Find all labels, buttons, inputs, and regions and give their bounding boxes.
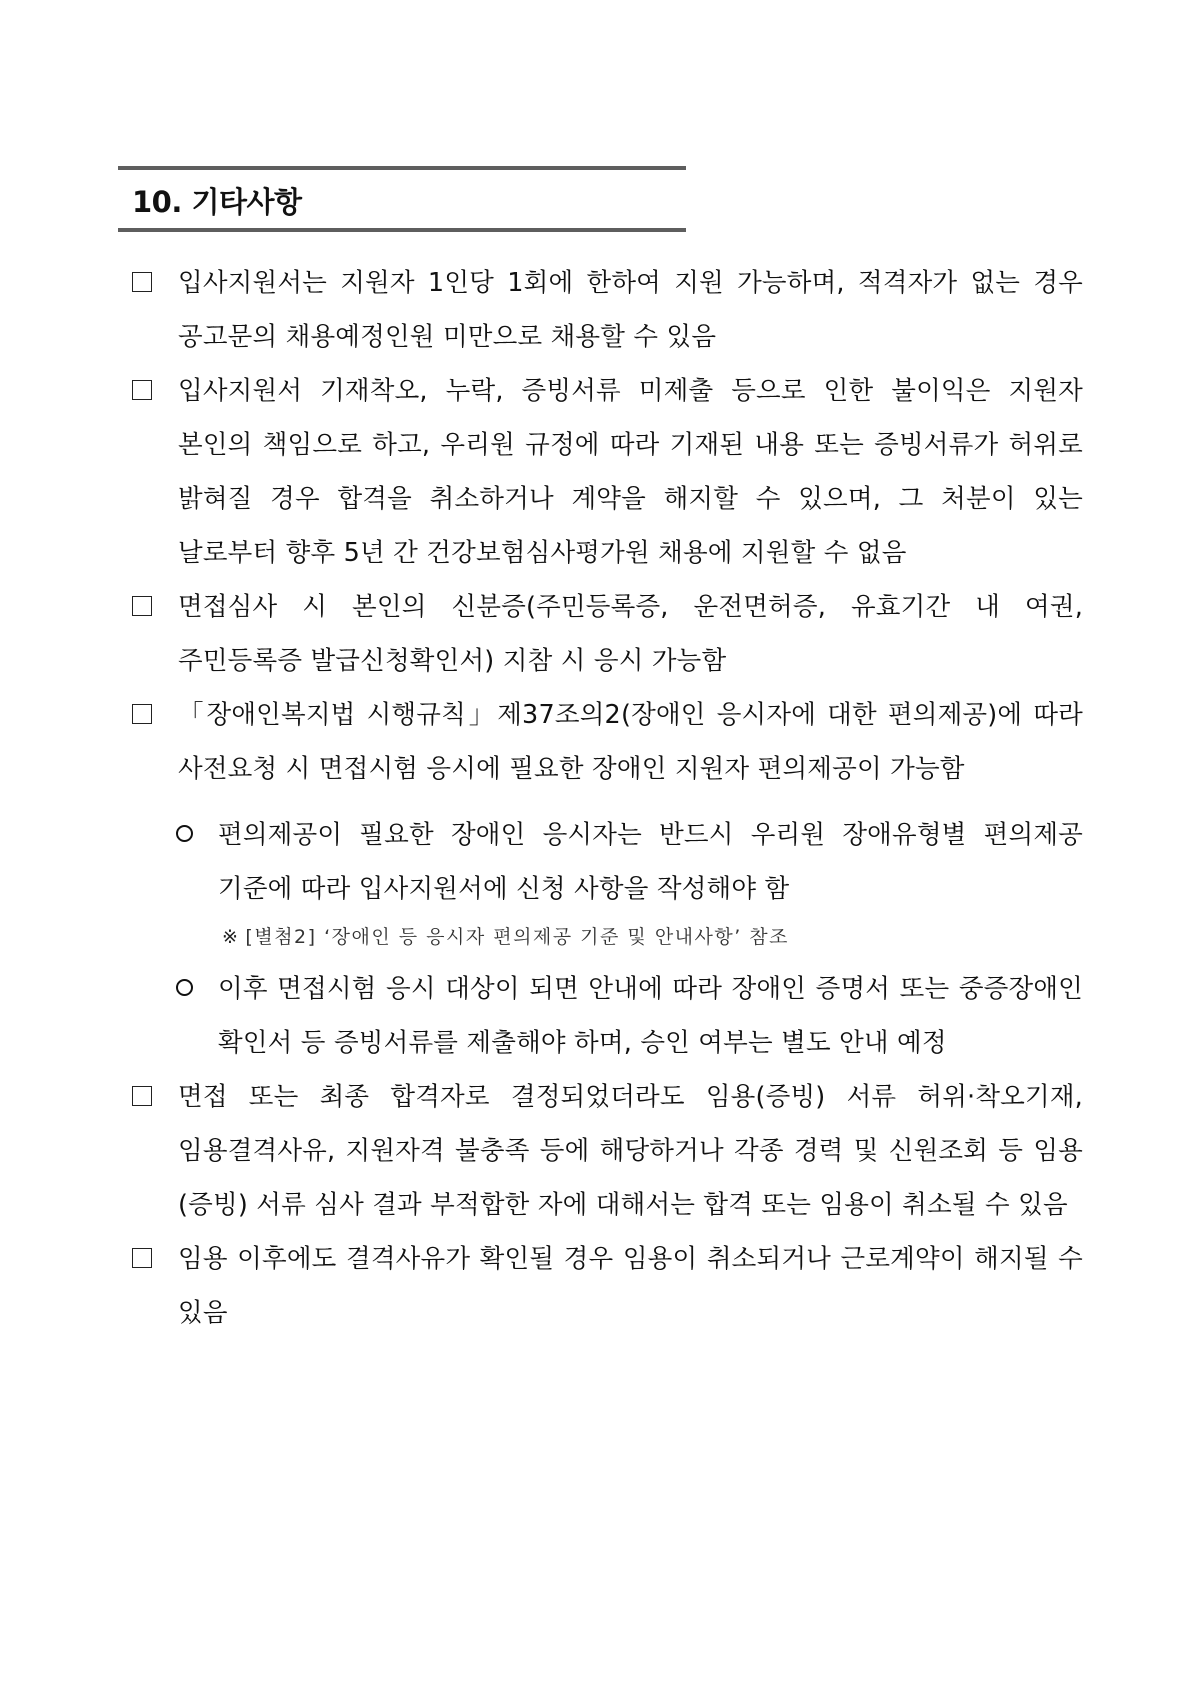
- reference-note-text: [별첨2] ‘장애인 등 응시자 편의제공 기준 및 안내사항’ 참조: [245, 926, 790, 948]
- list-item: [128, 1070, 1083, 1232]
- square-bullet-icon: [132, 1086, 152, 1106]
- note-mark-icon: ※: [222, 926, 240, 948]
- list-item: [128, 580, 1083, 688]
- list-item: [128, 1232, 1083, 1340]
- list-item-text: 면접심사 시 본인의 신분증(주민등록증, 운전면허증, 유효기간 내 여권, 주민등록증 발급신청확인서) 지참 시 응시 가능함: [178, 592, 1083, 676]
- list-item: [128, 364, 1083, 580]
- list-item-text: 입사지원서는 지원자 1인당 1회에 한하여 지원 가능하며, 적격자가 없는 경우 공고문의 채용예정인원 미만으로 채용할 수 있음: [178, 268, 1083, 352]
- reference-note: [128, 916, 1083, 958]
- circle-bullet-icon: [176, 825, 193, 842]
- notice-body: [128, 256, 1083, 1340]
- square-bullet-icon: [132, 380, 152, 400]
- sub-list-item: [128, 808, 1083, 916]
- section-title: 10. 기타사항: [132, 185, 302, 219]
- list-item: [128, 256, 1083, 364]
- section-header: [118, 166, 686, 232]
- square-bullet-icon: [132, 1248, 152, 1268]
- list-item-text: 입사지원서 기재착오, 누락, 증빙서류 미제출 등으로 인한 불이익은 지원자 본인의 책임으로 하고, 우리원 규정에 따라 기재된 내용 또는 증빙서류가 허위로 밝혀질 경우 합격을 취소하거나 계약을 해지할 수 있으며, 그 처분이 있는 날로부터 향후 5년 간 건강보험심사평가원 채용에 지원할 수 없음: [178, 376, 1083, 568]
- square-bullet-icon: [132, 596, 152, 616]
- sub-list-item-text: 편의제공이 필요한 장애인 응시자는 반드시 우리원 장애유형별 편의제공 기준에 따라 입사지원서에 신청 사항을 작성해야 함: [218, 820, 1083, 904]
- list-item-text: 임용 이후에도 결격사유가 확인될 경우 임용이 취소되거나 근로계약이 해지될 수 있음: [178, 1244, 1083, 1328]
- list-item: [128, 688, 1083, 796]
- sub-list-item: [128, 962, 1083, 1070]
- square-bullet-icon: [132, 272, 152, 292]
- sub-list-item-text: 이후 면접시험 응시 대상이 되면 안내에 따라 장애인 증명서 또는 중증장애인 확인서 등 증빙서류를 제출해야 하며, 승인 여부는 별도 안내 예정: [218, 974, 1083, 1058]
- square-bullet-icon: [132, 704, 152, 724]
- circle-bullet-icon: [176, 979, 193, 996]
- list-item-text: 「장애인복지법 시행규칙」제37조의2(장애인 응시자에 대한 편의제공)에 따라 사전요청 시 면접시험 응시에 필요한 장애인 지원자 편의제공이 가능함: [178, 700, 1083, 784]
- list-item-text: 면접 또는 최종 합격자로 결정되었더라도 임용(증빙) 서류 허위·착오기재, 임용결격사유, 지원자격 불충족 등에 해당하거나 각종 경력 및 신원조회 등 임용(증빙) 서류 심사 결과 부적합한 자에 대해서는 합격 또는 임용이 취소될 수 있음: [178, 1082, 1083, 1220]
